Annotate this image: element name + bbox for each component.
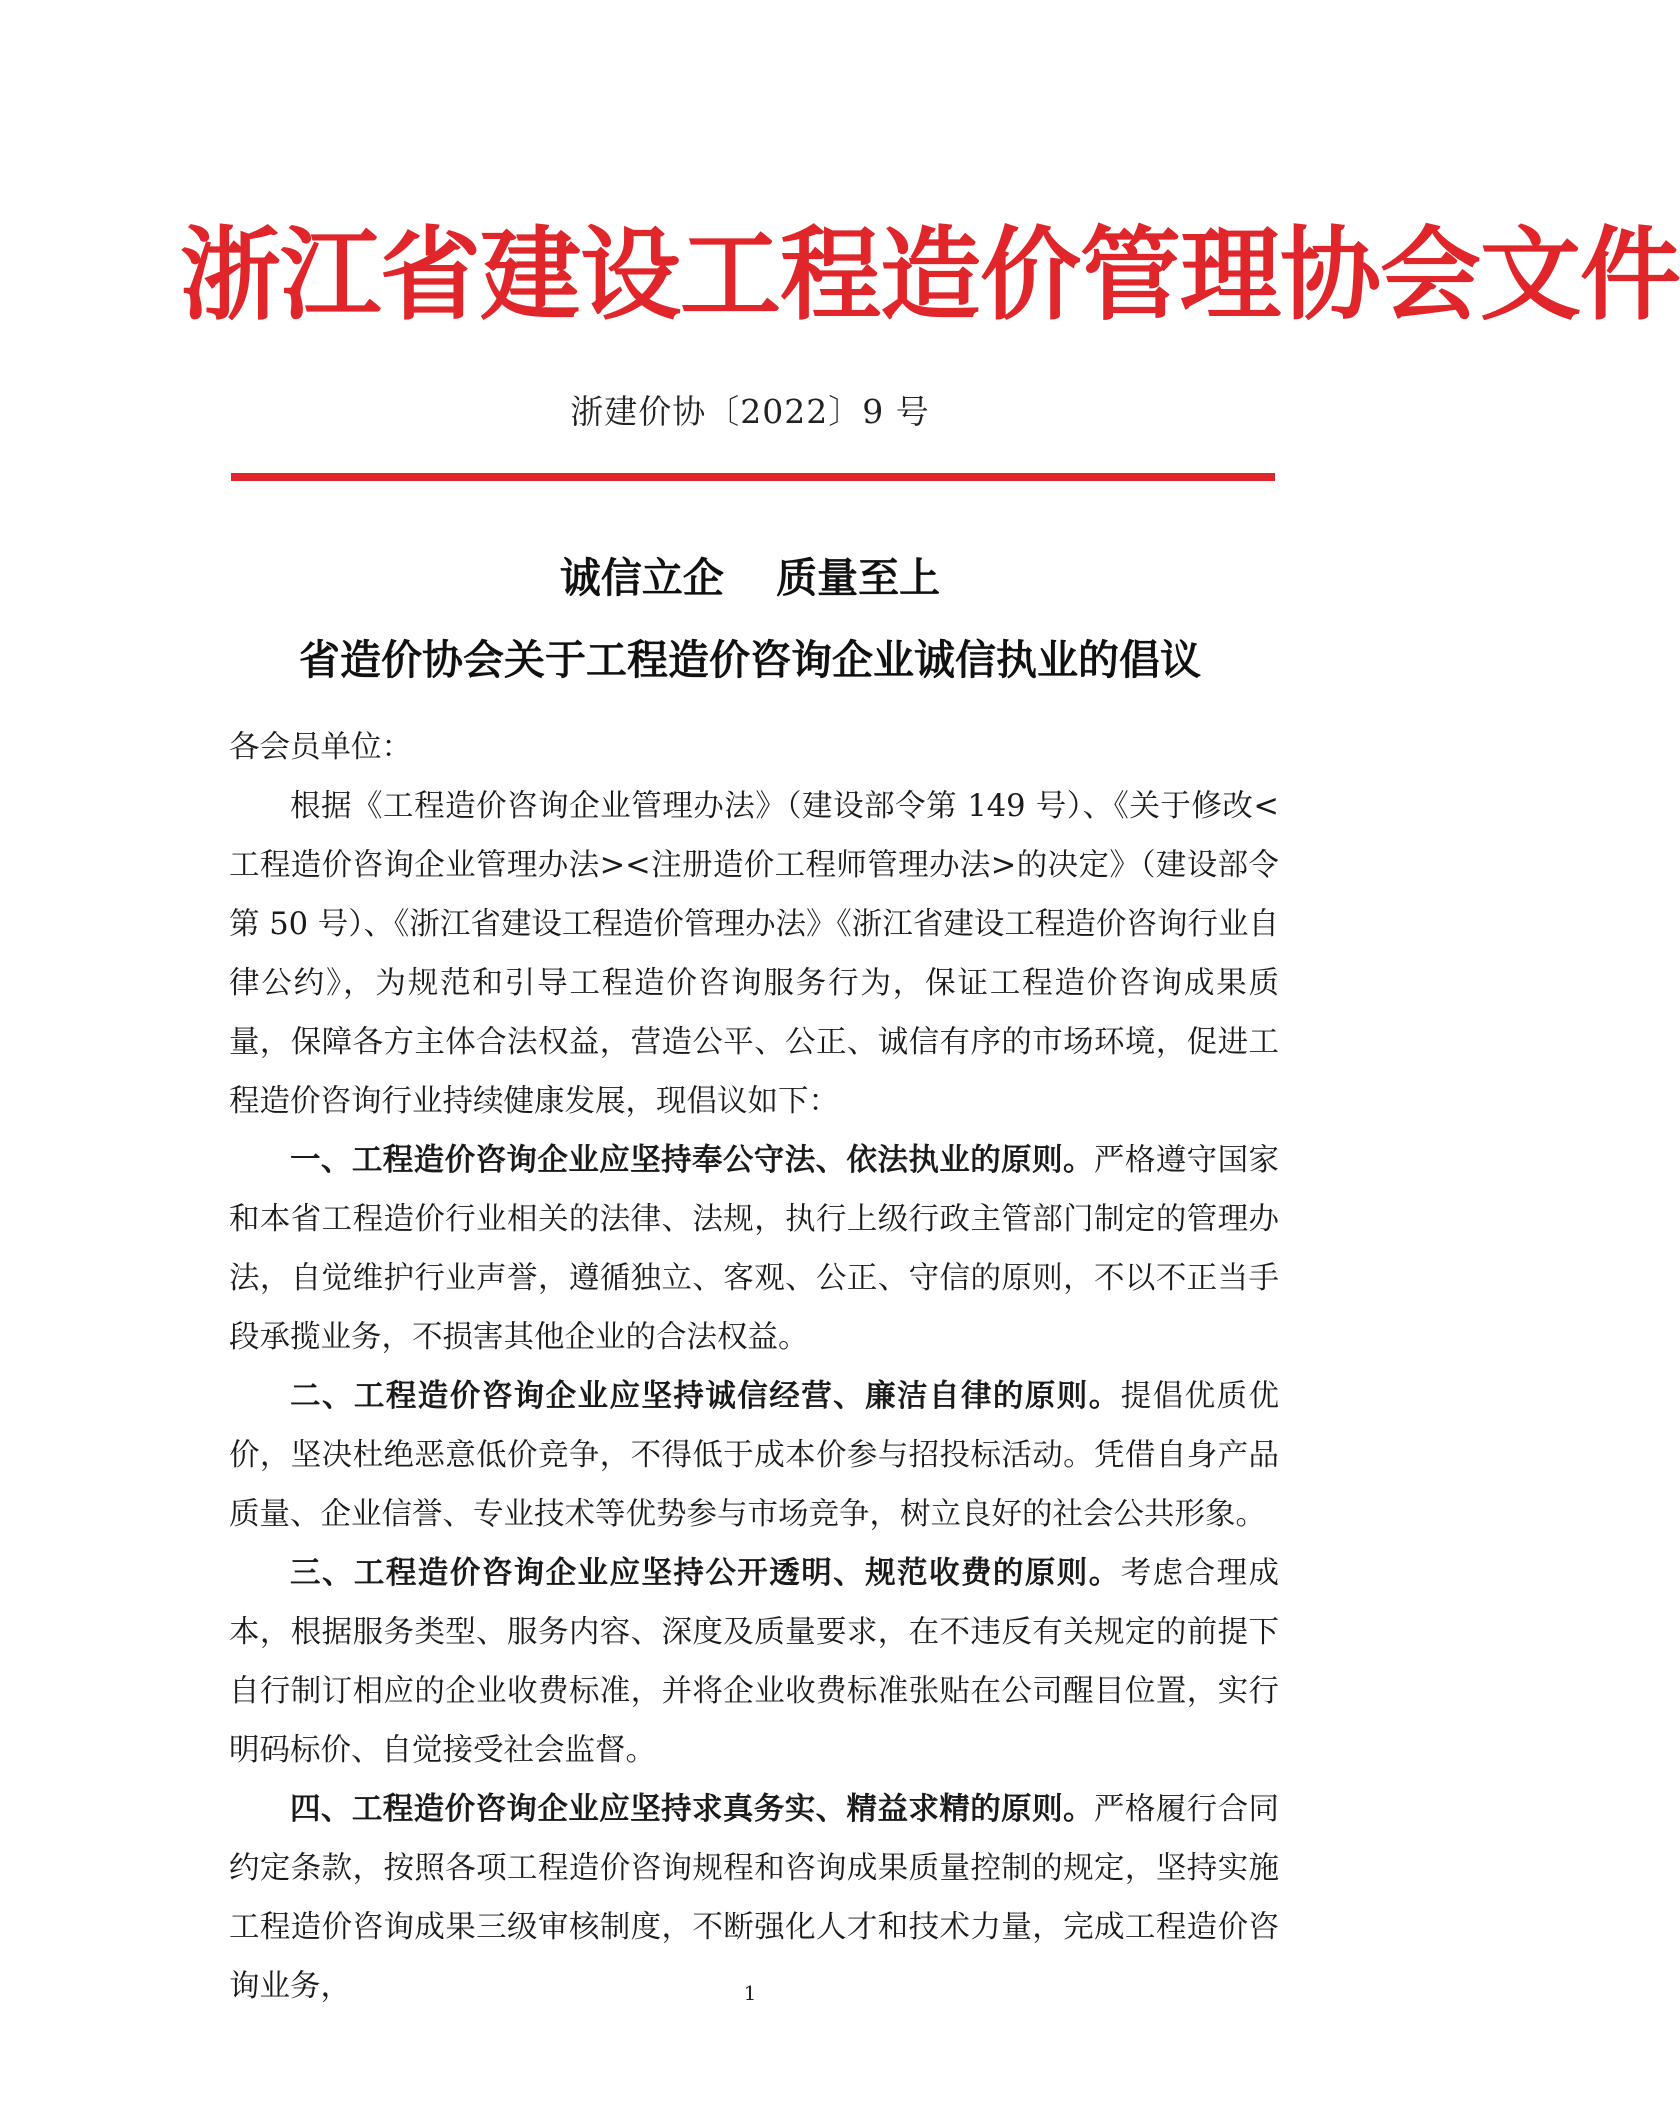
document-title: 省造价协会关于工程造价咨询企业诚信执业的倡议 — [299, 636, 1201, 684]
section-paragraph-2 — [229, 1367, 1279, 1544]
page-number: 1 — [743, 1981, 757, 2005]
section-text-3: 考虑合理成本，根据服务类型、服务内容、深度及质量要求，在不违反有关规定的前提下自行制订相应的企业收费标准，并将企业收费标准张贴在公司醒目位置，实行明码标价、自觉接受社会监督。 — [229, 1556, 1280, 1768]
section-heading-2: 二、工程造价咨询企业应坚持诚信经营、廉洁自律的原则。 — [290, 1379, 1121, 1414]
intro-paragraph: 根据《工程造价咨询企业管理办法》（建设部令第 149 号）、《关于修改<工程造价咨询企业管理办法><注册造价工程师管理办法>的决定》（建设部令第 50 号）、《浙江省建设工程造价管理办法》《浙江省建设工程造价咨询行业自律公约》，为规范和引导工程造价咨询服务行为，保证工程造价咨询成果质量，保障各方主体合法权益，营造公平、公正、诚信有序的市场环境，促进工程造价咨询行业持续健康发展，现倡议如下： — [229, 789, 1279, 1119]
document-body — [229, 718, 1279, 2016]
section-text-2: 提倡优质优价，坚决杜绝恶意低价竞争，不得低于成本价参与招投标活动。凭借自身产品质量、企业信誉、专业技术等优势参与市场竞争，树立良好的社会公共形象。 — [229, 1379, 1280, 1532]
document-number: 浙建价协〔2022〕9 号 — [570, 392, 930, 431]
section-text-4: 严格履行合同约定条款，按照各项工程造价咨询规程和咨询成果质量控制的规定，坚持实施工程造价咨询成果三级审核制度，不断强化人才和技术力量，完成工程造价咨询业务， — [229, 1792, 1280, 2004]
red-divider-line — [231, 473, 1275, 481]
section-heading-4: 四、工程造价咨询企业应坚持求真务实、精益求精的原则。 — [290, 1792, 1094, 1827]
salutation: 各会员单位： — [229, 730, 412, 765]
document-title-slogan: 诚信立企 质量至上 — [559, 554, 941, 602]
org-header-title: 浙江省建设工程造价管理协会文件 — [180, 216, 1680, 334]
section-heading-1: 一、工程造价咨询企业应坚持奉公守法、依法执业的原则。 — [290, 1143, 1094, 1178]
section-paragraph-1 — [229, 1131, 1279, 1367]
section-heading-3: 三、工程造价咨询企业应坚持公开透明、规范收费的原则。 — [290, 1556, 1121, 1591]
section-paragraph-3 — [229, 1544, 1279, 1780]
section-text-1: 严格遵守国家和本省工程造价行业相关的法律、法规，执行上级行政主管部门制定的管理办法，自觉维护行业声誉，遵循独立、客观、公正、守信的原则，不以不正当手段承揽业务，不损害其他企业的合法权益。 — [229, 1143, 1280, 1355]
